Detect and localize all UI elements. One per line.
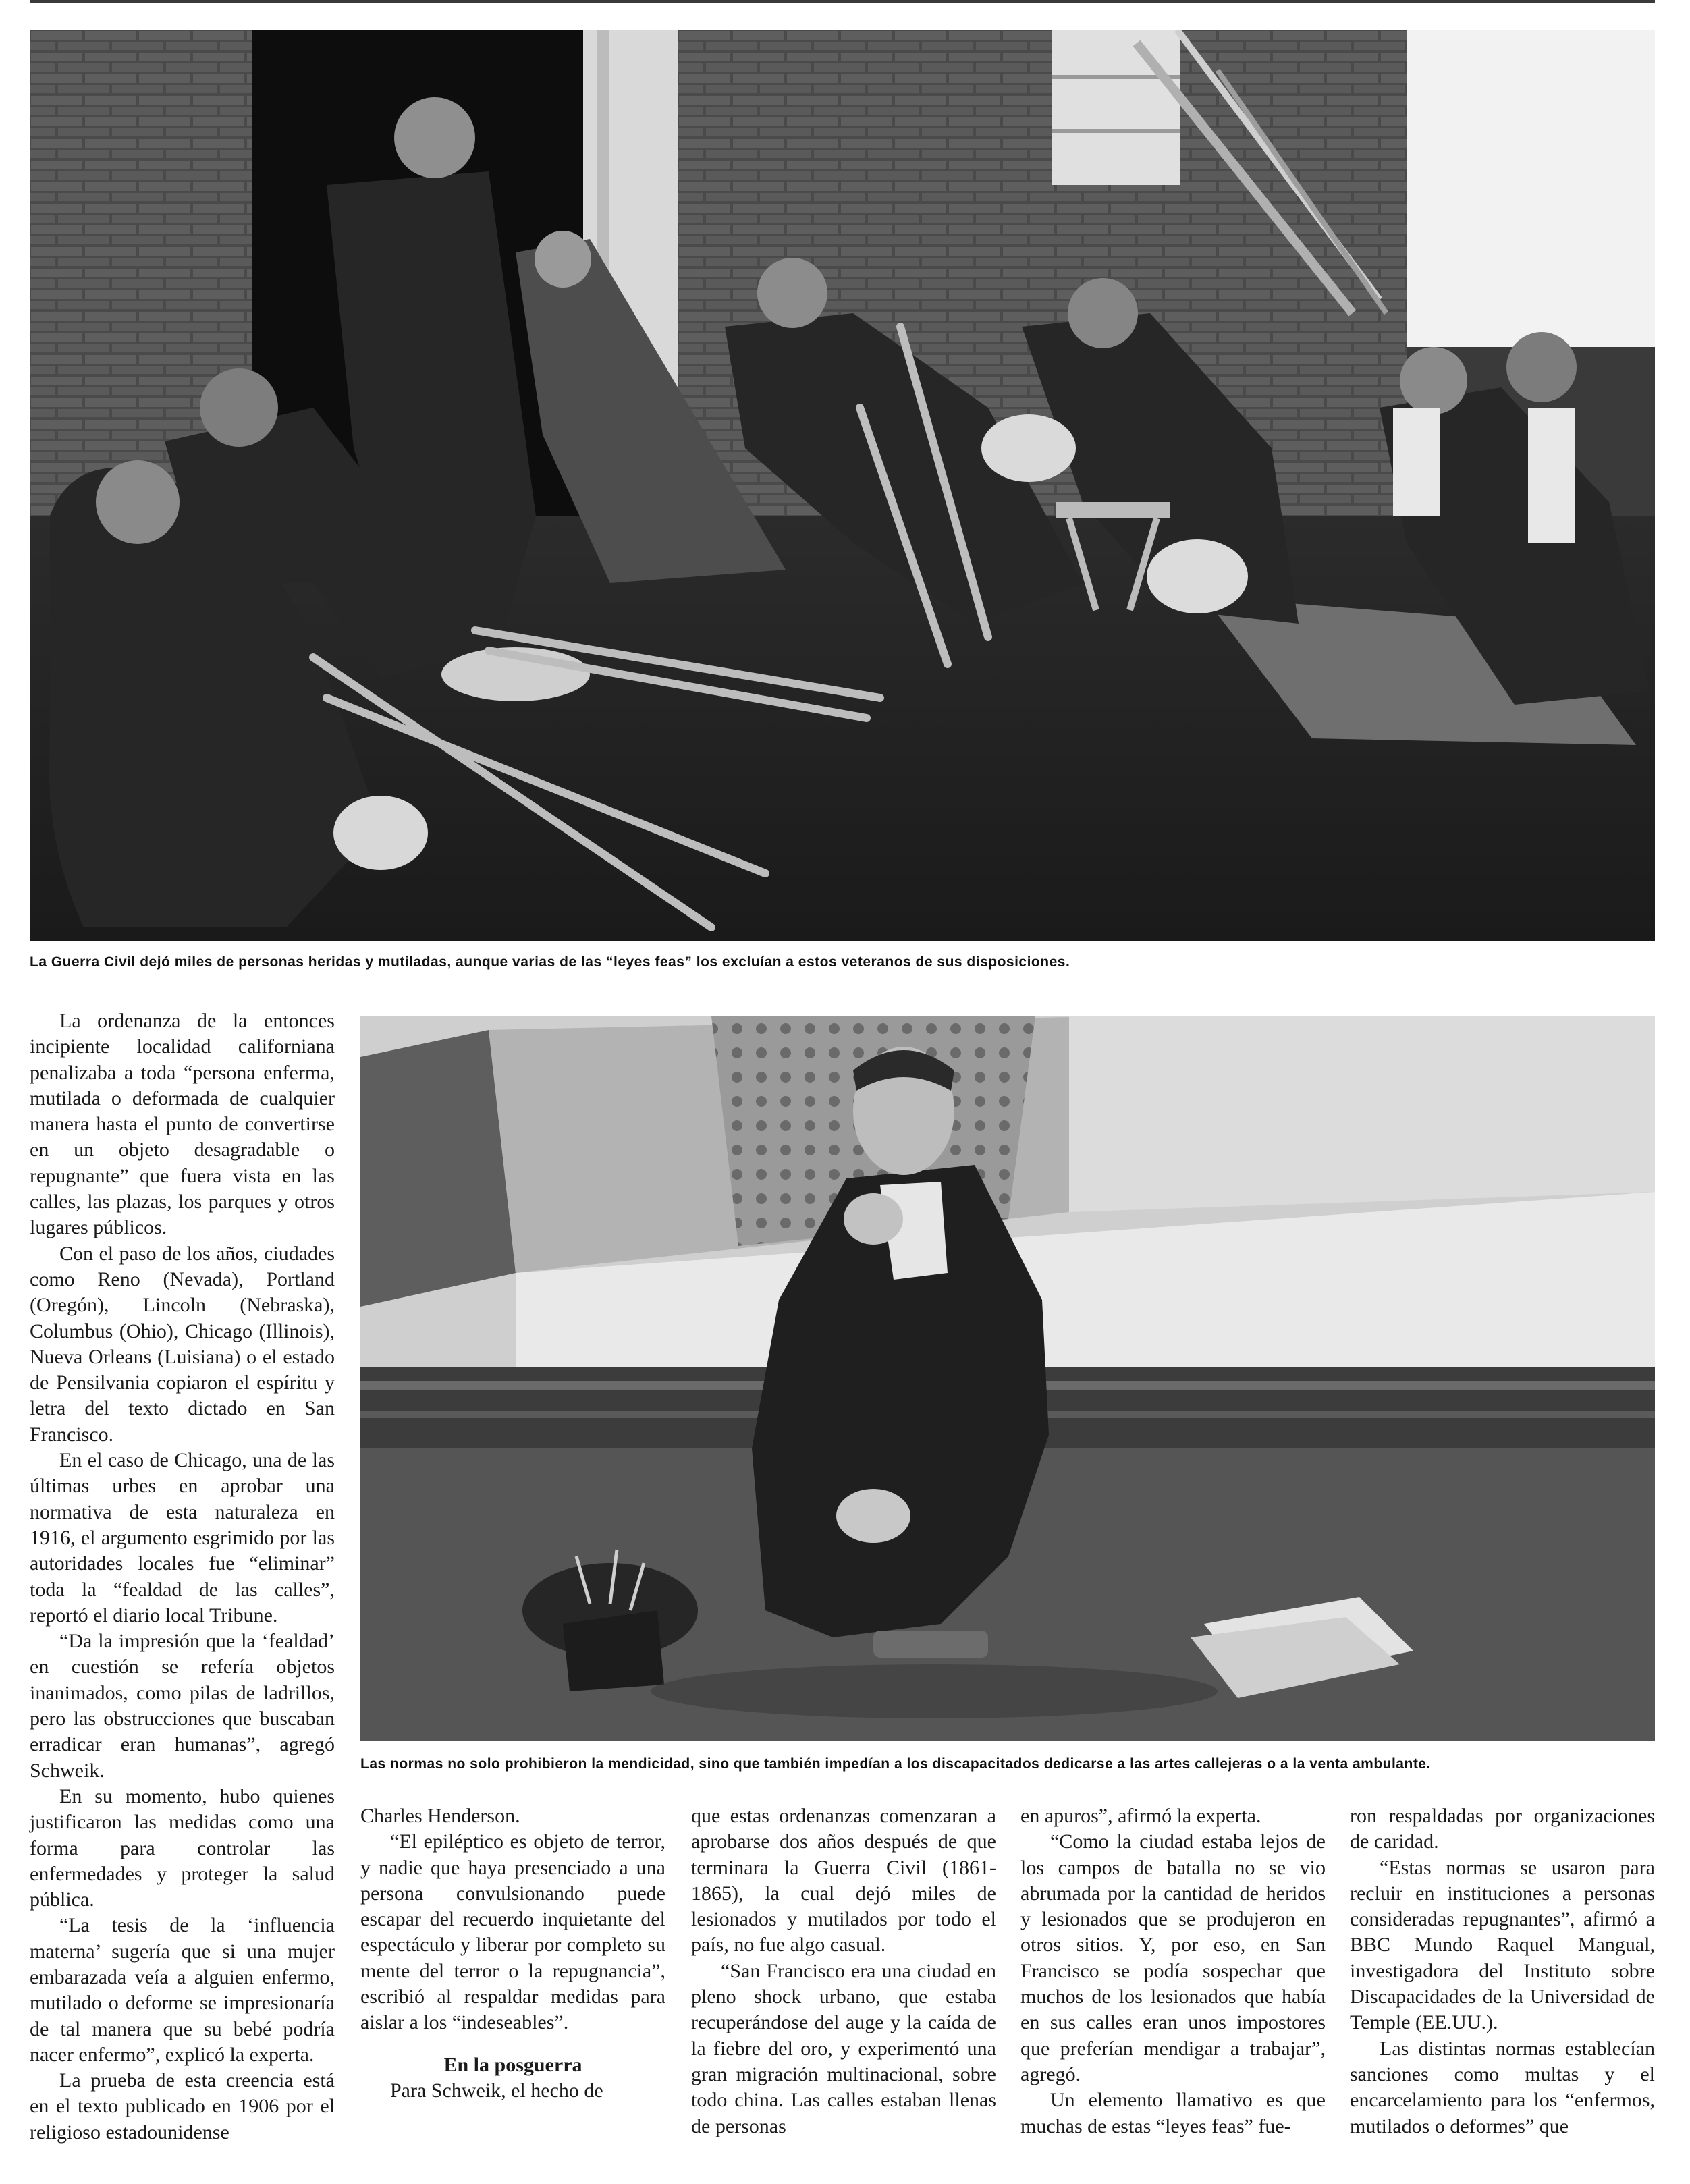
- photo-caption-2: Las normas no solo prohibieron la mendicidad, sino que también impedían a los discapacitados dedicarse a las artes callejeras o a la venta ambulante.: [360, 1756, 1431, 1772]
- paragraph: “La tesis de la ‘influencia materna’ sugería que si una mujer embarazada veía a alguien enfermo, mutilado o deforme se impresionaría de tal manera que su bebé podría nacer enfermo”, explicó la experta.: [30, 1914, 335, 2066]
- street-beggar-illustration: [360, 1016, 1655, 1741]
- text-column-1: [30, 1008, 335, 2146]
- paragraph: “Estas normas se usaron para recluir en instituciones a personas consideradas repugnantes”, afirmó a BBC Mundo Raquel Mangual, investigadora del Instituto sobre Discapacidades de la Universidad de Temple (EE.UU.).: [1350, 1856, 1655, 2034]
- photo-caption-1: La Guerra Civil dejó miles de personas heridas y mutiladas, aunque varias de las “leyes feas” los excluían a estos veteranos de sus disposiciones.: [30, 954, 1070, 970]
- text-column-5: [1350, 1803, 1655, 2139]
- top-rule: [30, 0, 1655, 3]
- street-beggar-photo: [360, 1016, 1655, 1741]
- paragraph: “San Francisco era una ciudad en pleno shock urbano, que estaba recuperándose del auge y la caída de la fiebre del oro, y experimentó una gran migración multinacional, sobre todo china. Las calles estaban llenas de personas: [691, 1959, 996, 2137]
- paragraph: Charles Henderson.: [360, 1805, 520, 1827]
- civil-war-veterans-photo: [30, 30, 1655, 941]
- civil-war-veterans-illustration: [30, 30, 1655, 941]
- text-column-4: [1020, 1803, 1326, 2139]
- paragraph: Un elemento llamativo es que muchas de estas “leyes feas” fue-: [1020, 2089, 1326, 2137]
- paragraph: En su momento, hubo quienes justificaron las medidas como una forma para controlar las enfermedades y proteger la salud pública.: [30, 1784, 335, 1911]
- paragraph: La prueba de esta creencia está en el texto publicado en 1906 por el religioso estadounidense: [30, 2069, 335, 2144]
- paragraph: que estas ordenanzas comenzaran a aprobarse dos años después de que terminara la Guerra Civil (1861-1865), la cual dejó miles de lesionados y mutilados por todo el país, no fue algo casual.: [691, 1805, 996, 1957]
- paragraph: en apuros”, afirmó la experta.: [1020, 1805, 1261, 1827]
- paragraph: Para Schweik, el hecho de: [390, 2079, 603, 2102]
- paragraph: La ordenanza de la entonces incipiente localidad californiana penalizaba a toda “persona enferma, mutilada o deformada de cualquier manera hasta el punto de convertirse en un objeto desagradable o repugnante” que fuera vista en las calles, las plazas, los parques y otros lugares públicos.: [30, 1010, 335, 1239]
- text-column-3: [691, 1803, 996, 2139]
- paragraph: “Como la ciudad estaba lejos de los campos de batalla no se vio abrumada por la cantidad de heridos y lesionados que se produjeron en otros sitios. Y, por eso, en San Francisco se podía sospechar que muchos de los lesionados que había en sus calles eran unos impostores que preferían mendigar a trabajar”, agregó.: [1020, 1830, 1326, 2085]
- paragraph: Con el paso de los años, ciudades como Reno (Nevada), Portland (Oregón), Lincoln (Nebraska), Columbus (Ohio), Chicago (Illinois), Nueva Orleans (Luisiana) o el estado de Pensilvania copiaron el espíritu y letra del texto dictado en San Francisco.: [30, 1242, 335, 1446]
- paragraph: En el caso de Chicago, una de las últimas urbes en aprobar una normativa de esta naturaleza en 1916, el argumento esgrimido por las autoridades locales fue “eliminar” toda la “fealdad de las calles”, reportó el diario local Tribune.: [30, 1449, 335, 1627]
- paragraph: “El epiléptico es objeto de terror, y nadie que haya presenciado a una persona convulsionando puede escapar del recuerdo inquietante del espectáculo y liberar por completo su mente del terror o la repugnancia”, escribió al respaldar medidas para aislar a los “indeseables”.: [360, 1830, 665, 2034]
- paragraph: ron respaldadas por organizaciones de caridad.: [1350, 1805, 1655, 1853]
- paragraph: Las distintas normas establecían sanciones como multas y el encarcelamiento para los “enfermos, mutilados o deformes” que: [1350, 2037, 1655, 2137]
- paragraph: “Da la impresión que la ‘fealdad’ en cuestión se refería objetos inanimados, como pilas de ladrillos, pero las obstrucciones que buscaban erradicar eran humanas”, agregó Schweik.: [30, 1630, 335, 1782]
- text-column-2: [360, 1803, 665, 2104]
- section-heading: En la posguerra: [443, 2053, 582, 2076]
